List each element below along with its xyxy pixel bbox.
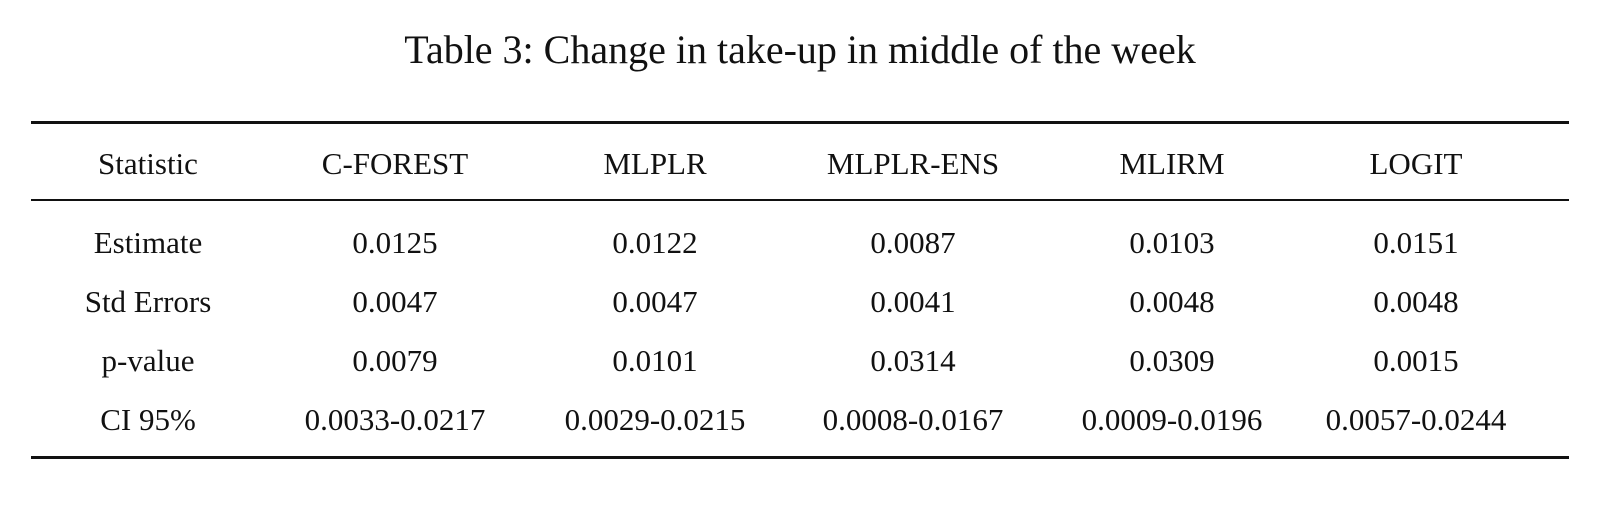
table-cell: 0.0009-0.0196 [1081, 402, 1263, 437]
table-cell: 0.0048 [1373, 284, 1459, 319]
table-cell: 0.0057-0.0244 [1325, 402, 1507, 437]
table-cell: 0.0314 [870, 343, 956, 378]
column-header-mlirm: MLIRM [1119, 146, 1225, 181]
header-rule [31, 199, 1569, 201]
table-cell: 0.0125 [352, 225, 438, 260]
table-cell: 0.0015 [1373, 343, 1459, 378]
table-cell: 0.0087 [870, 225, 956, 260]
table-cell: 0.0047 [612, 284, 698, 319]
table-cell: 0.0151 [1373, 225, 1459, 260]
table-caption: Table 3: Change in take-up in middle of the week [404, 27, 1196, 72]
column-header-statistic: Statistic [98, 146, 198, 181]
top-rule [31, 121, 1569, 124]
column-header-mlplr: MLPLR [603, 146, 707, 181]
row-label: CI 95% [100, 402, 196, 437]
table-cell: 0.0103 [1129, 225, 1215, 260]
bottom-rule [31, 456, 1569, 459]
column-header-mlplr-ens: MLPLR-ENS [826, 146, 1000, 181]
table-cell: 0.0122 [612, 225, 698, 260]
row-label: Estimate [93, 225, 203, 260]
table-cell: 0.0008-0.0167 [822, 402, 1004, 437]
table-cell: 0.0048 [1129, 284, 1215, 319]
row-label: p-value [101, 343, 195, 378]
column-header-c-forest: C-FOREST [321, 146, 469, 181]
row-label: Std Errors [84, 284, 212, 319]
table-cell: 0.0079 [352, 343, 438, 378]
table-cell: 0.0309 [1129, 343, 1215, 378]
table-cell: 0.0041 [870, 284, 956, 319]
table-cell: 0.0101 [612, 343, 698, 378]
table-cell: 0.0029-0.0215 [564, 402, 746, 437]
column-header-logit: LOGIT [1369, 146, 1463, 181]
table-cell: 0.0047 [352, 284, 438, 319]
table-cell: 0.0033-0.0217 [304, 402, 486, 437]
